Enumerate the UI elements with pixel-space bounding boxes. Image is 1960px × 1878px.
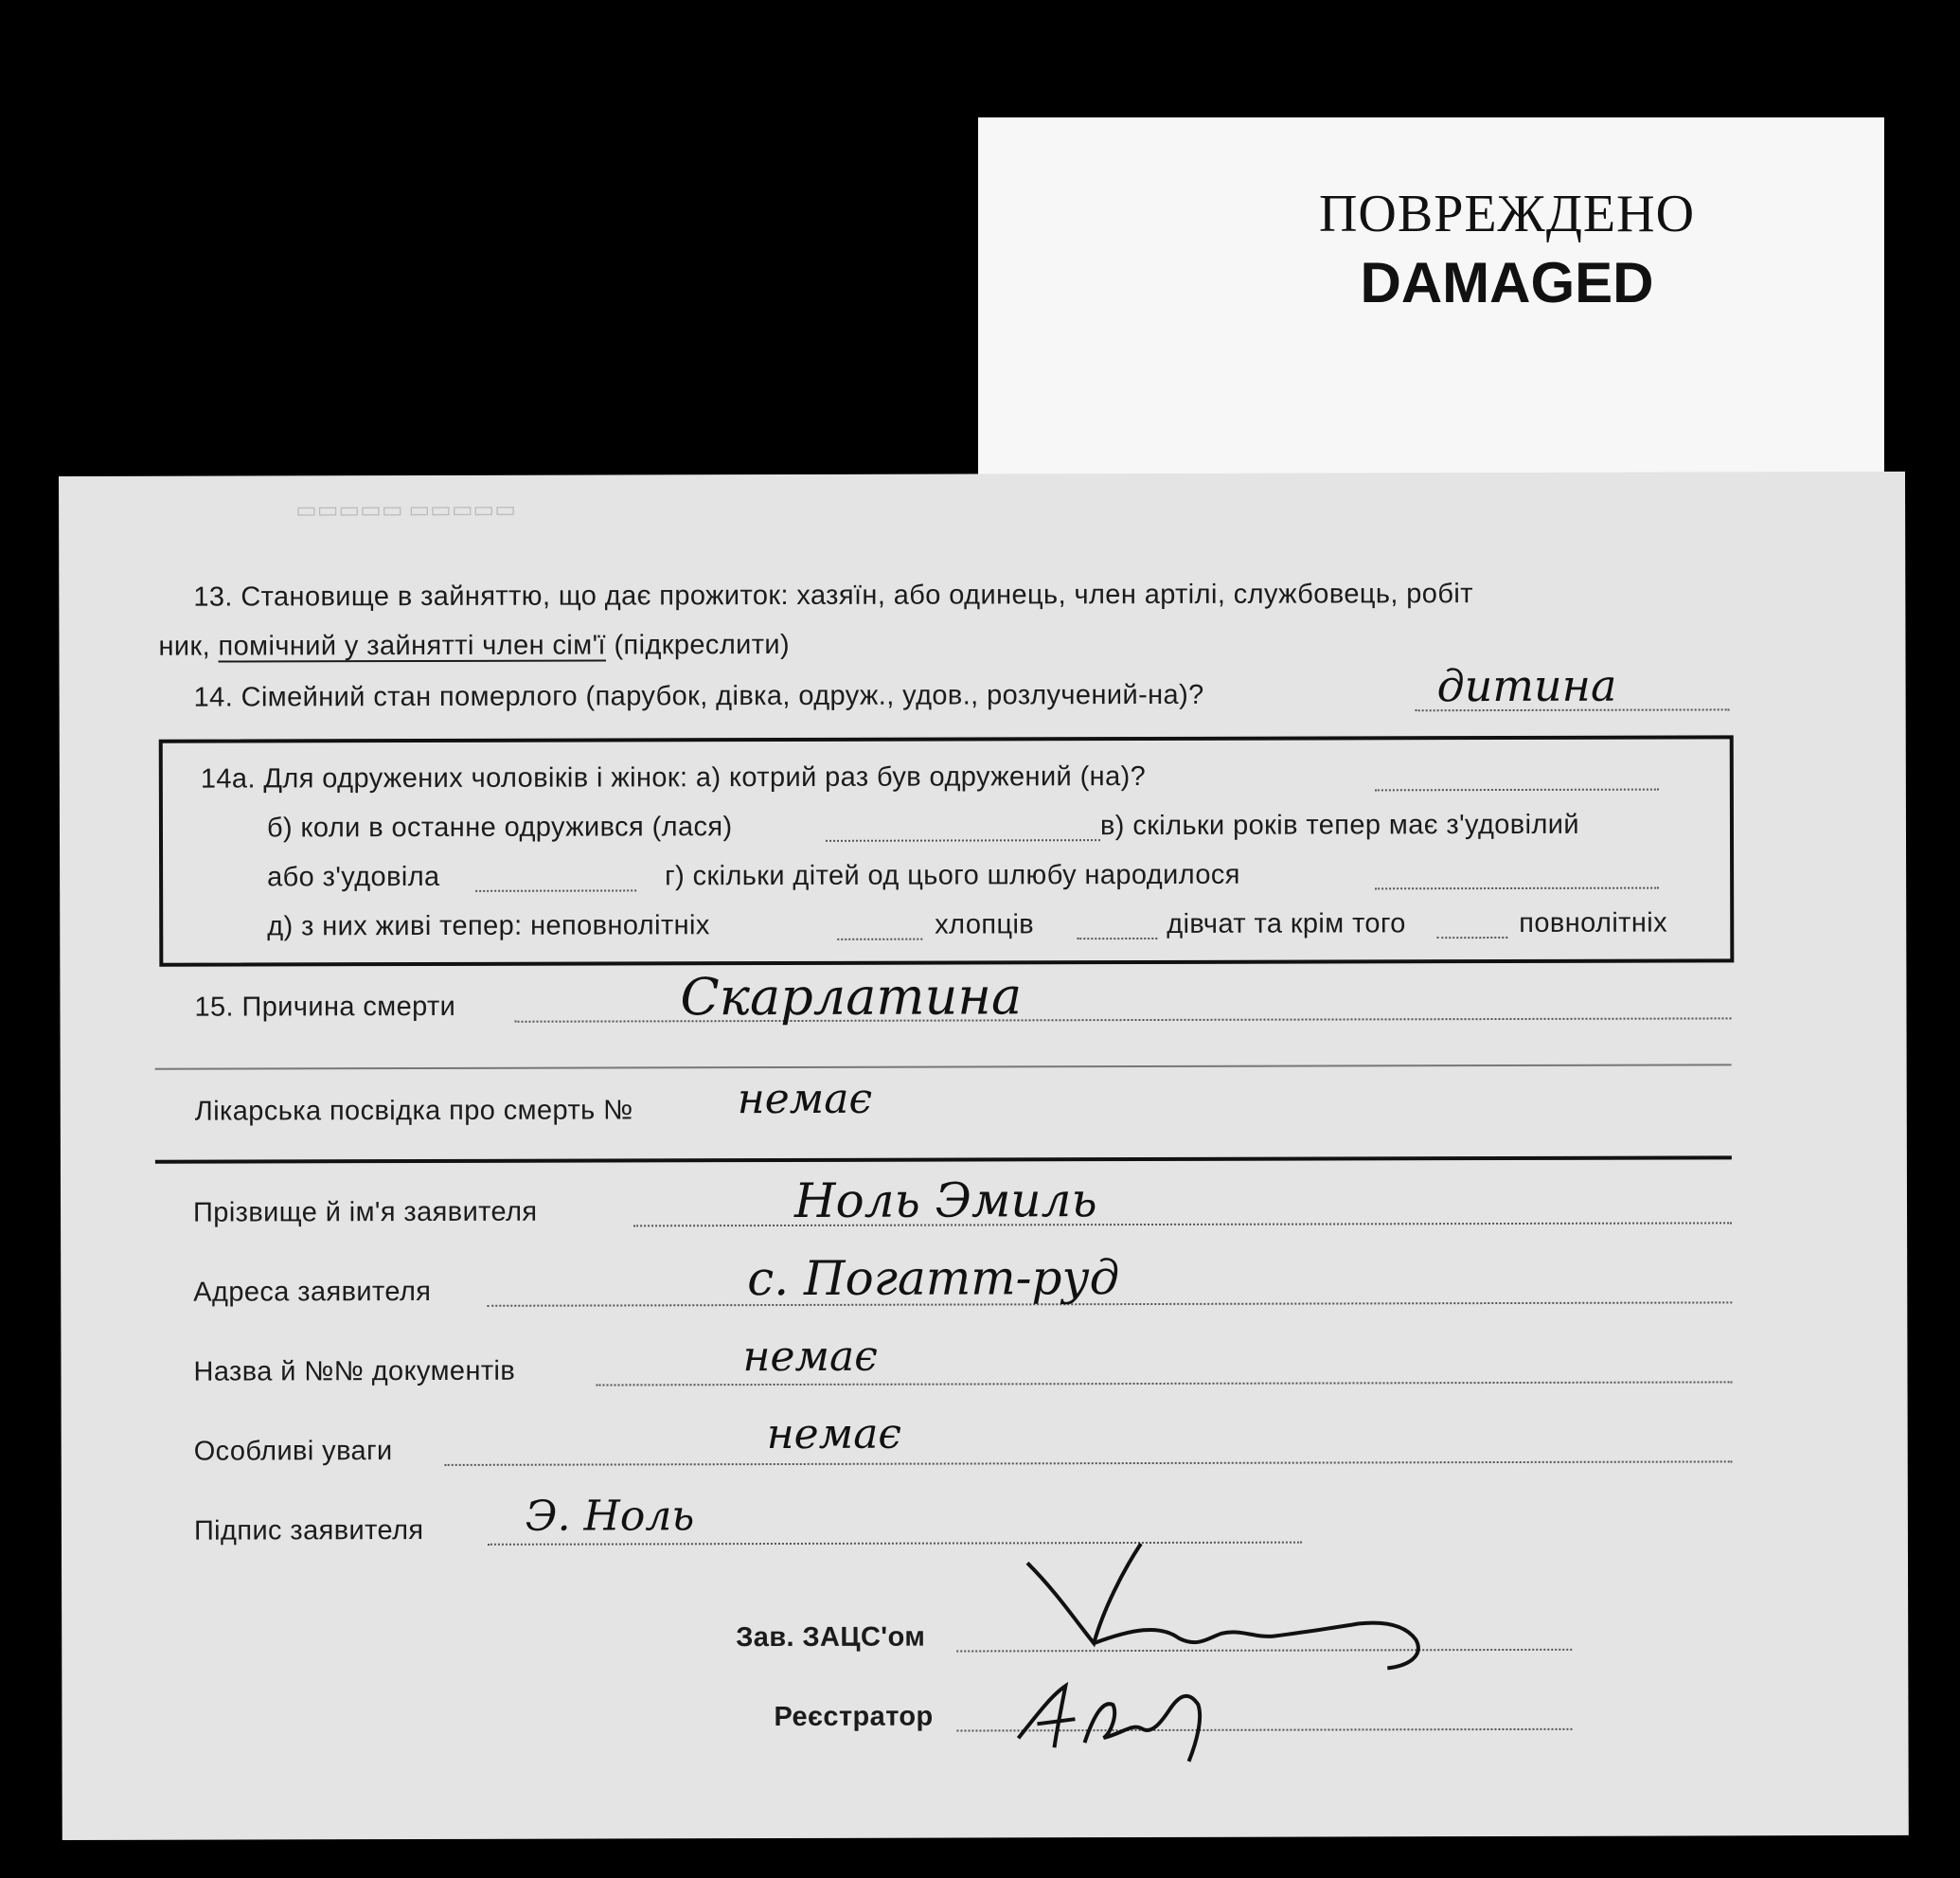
q14a-box: [159, 735, 1735, 966]
med-handwritten-answer: немає: [737, 1074, 873, 1124]
documents-label: Назва й №№ документів: [193, 1355, 516, 1387]
documents-line: [597, 1381, 1733, 1386]
damaged-label-card: [978, 117, 1884, 515]
q13-line2: [158, 630, 790, 663]
q14a-line4-a: д) з них живі тепер: неповнолітніх: [267, 910, 710, 942]
q14a-line3-a: або з'удовіла: [267, 861, 440, 893]
applicant-name-label: Прізвище й ім'я заявителя: [192, 1196, 538, 1228]
head-label: Зав. ЗАЦС'ом: [736, 1621, 926, 1654]
applicant-address-label: Адреса заявителя: [193, 1276, 432, 1308]
q15-label: 15. Причина смерти: [194, 991, 456, 1023]
q14a-line4-dots-a: [837, 939, 922, 940]
q14a-line3-dots-b: [1375, 887, 1659, 890]
applicant-address-answer: с. Погатт-руд: [747, 1250, 1120, 1307]
form-sheet: [59, 472, 1909, 1840]
med-label: Лікарська посвідка про смерть №: [194, 1095, 633, 1127]
q14a-line3-b: г) скільки дітей од цього шлюбу народилося: [665, 859, 1240, 892]
q13-line2-c: (підкреслити): [614, 629, 791, 661]
notes-label: Особливі уваги: [193, 1436, 393, 1467]
registrar-signature: [1008, 1657, 1311, 1781]
q14a-line4-b: хлопців: [935, 909, 1035, 940]
q14a-line4-c: дівчат та крім того: [1167, 908, 1406, 939]
q14a-line1: 14а. Для одружених чоловіків і жінок: а) котрий раз був одружений (на)?: [200, 760, 1147, 795]
documents-answer: немає: [742, 1332, 878, 1382]
notes-line: [445, 1460, 1733, 1466]
notes-answer: немає: [766, 1409, 902, 1459]
damaged-label-ru: ПОВРЕЖДЕНО: [1318, 185, 1696, 243]
q14a-line1-dots: [1375, 789, 1659, 792]
q15-handwritten-answer: Скарлатина: [680, 966, 1023, 1028]
registrar-label: Реєстратор: [774, 1701, 934, 1733]
applicant-name-answer: Ноль Эмиль: [793, 1172, 1097, 1228]
damaged-label-en: DAMAGED: [1360, 251, 1654, 314]
q13-underlined-answer: помічний у зайнятті член сім'ї: [218, 630, 607, 662]
applicant-signature-label: Підпис заявителя: [193, 1514, 424, 1547]
q13-line2-a: ник,: [158, 631, 211, 662]
section-divider: [155, 1155, 1732, 1163]
q14a-line2-b: в) скільки років тепер має з'удовілий: [1099, 809, 1580, 842]
head-signature: [1018, 1533, 1491, 1676]
applicant-signature-answer: Э. Ноль: [525, 1492, 695, 1541]
q15-divider: [155, 1064, 1732, 1069]
q14a-line4-dots-b: [1077, 938, 1157, 939]
q14a-line4-d: повнолітніх: [1519, 907, 1668, 939]
q14-handwritten-answer: дитина: [1436, 659, 1617, 712]
bleed-through-marks: ▭▭▭▭▭ ▭▭▭▭▭: [295, 497, 516, 524]
q13-line1: 13. Становище в зайняттю, що дає прожиток: хазяїн, або одинець, член артілі, службовець, робіт: [193, 579, 1473, 613]
q14a-line4-dots-c: [1436, 937, 1507, 939]
q14-label: 14. Сімейний стан померлого (парубок, дівка, одруж., удов., розлучений-на)?: [193, 679, 1204, 713]
q14a-line2-a: б) коли в останне одружився (лася): [266, 812, 733, 844]
q14a-line3-dots-a: [475, 889, 636, 891]
q14a-line2-dots: [826, 839, 1100, 842]
